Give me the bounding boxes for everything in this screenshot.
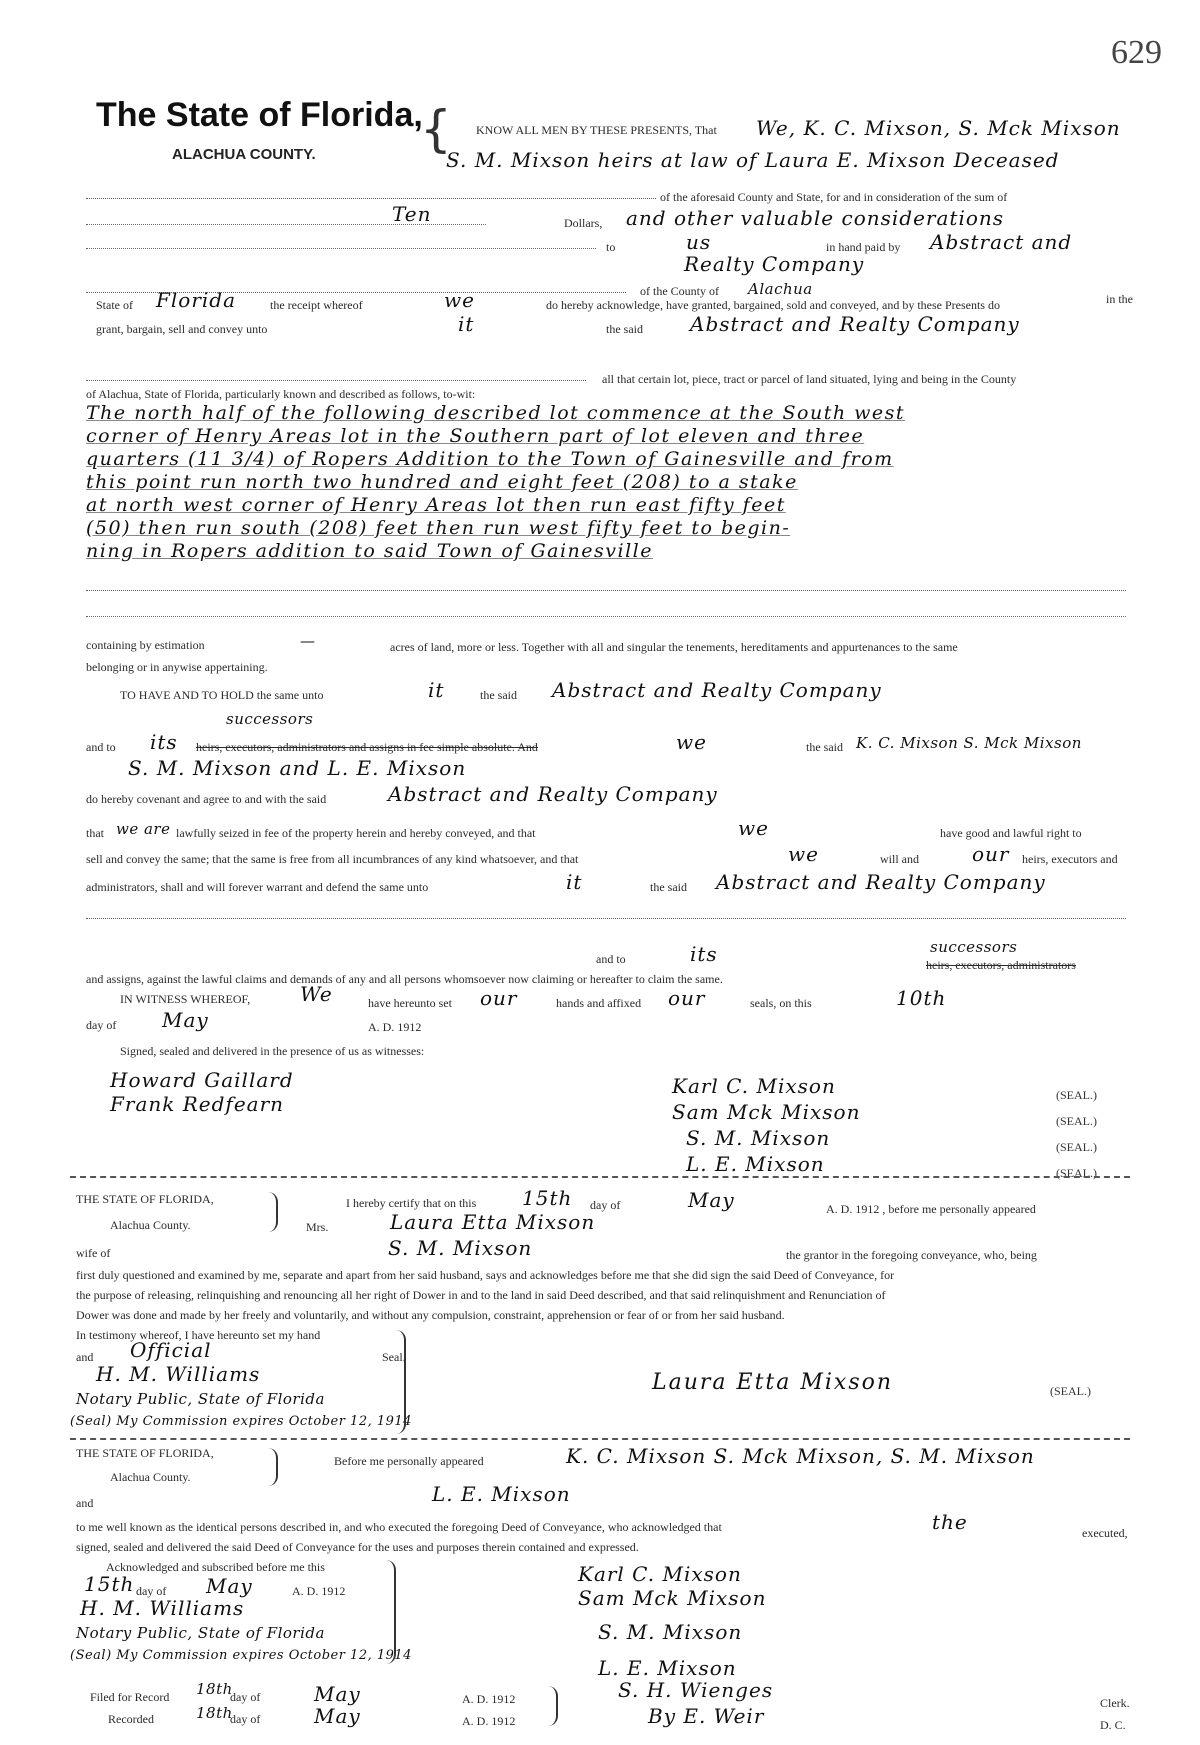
county-value: Alachua bbox=[748, 280, 813, 298]
heirs-exec-text-2: heirs, executors, administrators bbox=[926, 958, 1076, 972]
deputy-signature: By E. Weir bbox=[648, 1704, 765, 1728]
notary-commission: (Seal) My Commission expires October 12, 1914 bbox=[70, 1414, 412, 1429]
the-said-label: the said bbox=[606, 322, 643, 336]
well-known-text: to me well known as the identical persons described in, and who executed the foregoing Deed of Conveyance, who acknowledged that bbox=[76, 1520, 722, 1534]
description-line: at north west corner of Henry Areas lot then run east fifty feet bbox=[86, 494, 786, 516]
section-divider bbox=[70, 1176, 1130, 1178]
signer-4-signature: L. E. Mixson bbox=[686, 1152, 825, 1176]
description-line: ning in Ropers addition to said Town of Gainesville bbox=[86, 540, 653, 562]
clerk-label: Clerk. bbox=[1100, 1696, 1130, 1710]
dower-body-3: Dower was done and made by her freely and voluntarily, and without any compulsion, constraint, apprehension or fear of or from her said husband. bbox=[76, 1308, 785, 1322]
receipt-value: we bbox=[444, 288, 475, 312]
heirs-exec-text: heirs, executors and bbox=[1022, 852, 1118, 866]
dotted-line bbox=[86, 224, 486, 225]
to-label: to bbox=[606, 240, 616, 254]
ack-text: Acknowledged and subscribed before me this bbox=[106, 1560, 325, 1574]
hand-label: hands and affixed bbox=[556, 996, 642, 1010]
dollars-label: Dollars, bbox=[564, 216, 603, 230]
signer-2-signature: Sam Mck Mixson bbox=[672, 1100, 861, 1124]
seal-label-dower: Seal. bbox=[382, 1350, 406, 1364]
ack-day: 15th bbox=[84, 1572, 135, 1596]
certify-month: May bbox=[688, 1188, 735, 1212]
belonging-text: belonging or in anywise appertaining. bbox=[86, 660, 268, 674]
day-of-label: day of bbox=[86, 1018, 117, 1032]
of-alachua-text: of Alachua, State of Florida, particularly known and described as follows, to-wit: bbox=[86, 387, 476, 401]
recorded-day: 18th bbox=[196, 1704, 233, 1722]
sell-value: we bbox=[788, 842, 819, 866]
grantors-line-2: S. M. Mixson heirs at law of Laura E. Mixson Deceased bbox=[446, 148, 1060, 172]
county-title: ALACHUA COUNTY. bbox=[172, 146, 316, 163]
said-names: K. C. Mixson S. Mck Mixson bbox=[856, 734, 1082, 752]
acknowledge-text: do hereby acknowledge, have granted, bargained, sold and conveyed, and by these Presents do bbox=[546, 298, 1000, 312]
description-line: The north half of the following described lot commence at the South west bbox=[86, 402, 906, 424]
description-line: (50) then run south (208) feet then run west fifty feet to begin- bbox=[86, 517, 791, 539]
dotted-line bbox=[86, 380, 586, 381]
covenant-text: do hereby covenant and agree to and with the said bbox=[86, 792, 327, 806]
ack-names-1: K. C. Mixson S. Mck Mixson, S. M. Mixson bbox=[566, 1444, 1035, 1468]
filed-day-of: day of bbox=[230, 1690, 261, 1704]
wife-of-label: wife of bbox=[76, 1246, 111, 1260]
heirs-text: heirs, executors, administrators and assigns in fee simple absolute. And bbox=[196, 740, 538, 754]
ad-label: A. D. 1912 bbox=[368, 1020, 422, 1034]
admin-grantee: Abstract and Realty Company bbox=[716, 870, 1046, 894]
and-to-label: and to bbox=[86, 740, 116, 754]
its-value-2: its bbox=[690, 942, 718, 966]
to-value: us bbox=[686, 230, 712, 254]
dower-ad: A. D. 1912 , before me personally appeared bbox=[826, 1202, 1036, 1216]
recorded-label: Recorded bbox=[108, 1712, 154, 1726]
signer-1-signature: Karl C. Mixson bbox=[672, 1074, 836, 1098]
ack-testimony-brace bbox=[386, 1560, 396, 1664]
all-that-text: all that certain lot, piece, tract or parcel of land situated, lying and being in the County bbox=[602, 372, 1017, 386]
page-number: 629 bbox=[1111, 34, 1162, 71]
grantors-line-1: We, K. C. Mixson, S. Mck Mixson bbox=[756, 116, 1121, 140]
description-line: quarters (11 3/4) of Ropers Addition to the Town of Gainesville and from bbox=[86, 448, 894, 470]
header-brace: { bbox=[420, 100, 452, 158]
filed-label: Filed for Record bbox=[90, 1690, 170, 1704]
official-written: Official bbox=[130, 1338, 212, 1362]
payer-line-1: Abstract and bbox=[930, 230, 1073, 254]
our-value-2: our bbox=[668, 986, 706, 1010]
dotted-line bbox=[86, 590, 1126, 591]
receipt-label: the receipt whereof bbox=[270, 298, 363, 312]
signed-text: Signed, sealed and delivered in the presence of us as witnesses: bbox=[120, 1044, 425, 1058]
the-said-label-3: the said bbox=[650, 880, 687, 894]
notary-title: Notary Public, State of Florida bbox=[76, 1390, 325, 1408]
dotted-line bbox=[86, 248, 596, 249]
dotted-line bbox=[86, 198, 656, 199]
dower-husband: S. M. Mixson bbox=[388, 1236, 533, 1260]
of-county-text: of the aforesaid County and State, for and in consideration of the sum of bbox=[660, 190, 1008, 204]
dower-name: Laura Etta Mixson bbox=[390, 1210, 596, 1234]
section-divider bbox=[70, 1438, 1130, 1440]
dower-county: Alachua County. bbox=[110, 1218, 191, 1232]
recorded-month: May bbox=[314, 1704, 361, 1728]
witness-day: 10th bbox=[896, 986, 947, 1010]
recorded-day-of: day of bbox=[230, 1712, 261, 1726]
seal-mark: (SEAL.) bbox=[1056, 1114, 1097, 1128]
testimony-brace bbox=[396, 1330, 406, 1434]
certify-day: 15th bbox=[522, 1186, 573, 1210]
witness-whereof-label: IN WITNESS WHEREOF, bbox=[120, 992, 251, 1006]
ack-state: THE STATE OF FLORIDA, bbox=[76, 1446, 214, 1460]
dower-body-1: first duly questioned and examined by me, separate and apart from her said husband, says and acknowledges before me that she did sign the said Deed of Conveyance, for bbox=[76, 1268, 895, 1282]
other-consideration: and other valuable considerations bbox=[626, 206, 1005, 230]
grantor-text: the grantor in the foregoing conveyance, who, being bbox=[786, 1248, 1037, 1262]
day-of-label-dower: day of bbox=[590, 1198, 621, 1212]
that-label: that bbox=[86, 826, 104, 840]
successors-written-2: successors bbox=[930, 938, 1018, 956]
notary-name: H. M. Williams bbox=[96, 1362, 261, 1386]
seized-text: lawfully seized in fee of the property herein and hereby conveyed, and that bbox=[176, 826, 536, 840]
set-label: have hereunto set bbox=[368, 996, 452, 1010]
dotted-line bbox=[86, 918, 1126, 919]
ack-brace bbox=[268, 1448, 278, 1486]
ack-signed-text: signed, sealed and delivered the said Deed of Conveyance for the uses and purposes therein contained and expressed. bbox=[76, 1540, 639, 1554]
land-description bbox=[86, 402, 1126, 563]
ack-signer-3: S. M. Mixson bbox=[598, 1620, 743, 1644]
our-value: our bbox=[972, 842, 1010, 866]
dower-signature: Laura Etta Mixson bbox=[652, 1370, 894, 1395]
our-value-1: our bbox=[480, 986, 518, 1010]
filed-day: 18th bbox=[196, 1680, 233, 1698]
ack-notary-title: Notary Public, State of Florida bbox=[76, 1624, 325, 1642]
ack-month: May bbox=[206, 1574, 253, 1598]
and-to-value: its bbox=[150, 730, 178, 754]
and-label-ack: and bbox=[76, 1496, 94, 1510]
grant-value: it bbox=[458, 312, 475, 336]
mrs-label: Mrs. bbox=[306, 1220, 329, 1234]
and-to-label-2: and to bbox=[596, 952, 626, 966]
seal-mark: (SEAL.) bbox=[1056, 1140, 1097, 1154]
she-value: the bbox=[932, 1510, 968, 1534]
certify-label: I hereby certify that on this bbox=[346, 1196, 477, 1210]
dower-body-2: the purpose of releasing, relinquishing and renouncing all her right of Dower in and to the land in said Deed described, and that said relinquishment and Renunciation of bbox=[76, 1288, 886, 1302]
description-line: this point run north two hundred and eight feet (208) to a stake bbox=[86, 471, 798, 493]
will-and-text: will and bbox=[880, 852, 919, 866]
filed-month: May bbox=[314, 1682, 361, 1706]
acres-text: acres of land, more or less. Together with all and singular the tenements, hereditaments and appurtenances to the same bbox=[390, 640, 958, 654]
successors-written: successors bbox=[226, 710, 314, 728]
of-county-label: of the County of bbox=[640, 284, 719, 298]
covenant-grantee: Abstract and Realty Company bbox=[388, 782, 718, 806]
state-of-label: State of bbox=[96, 298, 133, 312]
clerk-signature: S. H. Wienges bbox=[618, 1678, 774, 1702]
the-said-label: the said bbox=[480, 688, 517, 702]
before-me-label: Before me personally appeared bbox=[334, 1454, 484, 1468]
witness-month: May bbox=[162, 1008, 209, 1032]
the-said-label-2: the said bbox=[806, 740, 843, 754]
dc-label: D. C. bbox=[1100, 1718, 1126, 1732]
signer-3-signature: S. M. Mixson bbox=[686, 1126, 831, 1150]
habendum-grantee: Abstract and Realty Company bbox=[552, 678, 882, 702]
dower-brace bbox=[268, 1192, 278, 1232]
witness-1-signature: Howard Gaillard bbox=[110, 1068, 294, 1092]
description-line: corner of Henry Areas lot in the Southern part of lot eleven and three bbox=[86, 425, 865, 447]
amount-written: Ten bbox=[392, 202, 432, 226]
seal-label: seals, on this bbox=[750, 996, 812, 1010]
sell-text: sell and convey the same; that the same is free from all incumbrances of any kind whatsoever, and that bbox=[86, 852, 579, 866]
ack-signer-4: L. E. Mixson bbox=[598, 1656, 737, 1680]
names-line-2: S. M. Mixson and L. E. Mixson bbox=[128, 756, 467, 780]
state-title: The State of Florida, bbox=[96, 96, 423, 134]
know-all-men-text: KNOW ALL MEN BY THESE PRESENTS, That bbox=[476, 123, 717, 137]
acres-value: — bbox=[300, 632, 316, 650]
seal-mark: (SEAL.) bbox=[1056, 1088, 1097, 1102]
grantee-name: Abstract and Realty Company bbox=[690, 312, 1020, 336]
filed-ad: A. D. 1912 bbox=[462, 1692, 516, 1706]
filing-brace bbox=[548, 1686, 558, 1726]
good-right-text: have good and lawful right to bbox=[940, 826, 1082, 840]
to-have-label: TO HAVE AND TO HOLD the same unto bbox=[120, 688, 324, 702]
executed-label: executed, bbox=[1082, 1526, 1128, 1540]
ack-notary-name: H. M. Williams bbox=[80, 1596, 245, 1620]
ack-notary-commission: (Seal) My Commission expires October 12, 1914 bbox=[70, 1648, 412, 1663]
to-have-value: it bbox=[428, 678, 445, 702]
admin-text: administrators, shall and will forever warrant and defend the same unto bbox=[86, 880, 429, 894]
ack-signer-2: Sam Mck Mixson bbox=[578, 1586, 767, 1610]
seal-mark: (SEAL.) bbox=[1056, 1166, 1097, 1180]
ack-county: Alachua County. bbox=[110, 1470, 191, 1484]
that-value: we are bbox=[116, 820, 171, 838]
seized-value: we bbox=[738, 816, 769, 840]
dotted-line bbox=[86, 616, 1126, 617]
seal-mark: (SEAL.) bbox=[1050, 1384, 1091, 1398]
dower-state: THE STATE OF FLORIDA, bbox=[76, 1192, 214, 1206]
ack-signer-1: Karl C. Mixson bbox=[578, 1562, 742, 1586]
witness-2-signature: Frank Redfearn bbox=[110, 1092, 285, 1116]
witness-whereof-value: We bbox=[300, 982, 333, 1006]
testimony-text: In testimony whereof, I have hereunto set my hand bbox=[76, 1328, 321, 1342]
grant-text: grant, bargain, sell and convey unto bbox=[96, 322, 268, 336]
containing-label: containing by estimation bbox=[86, 638, 205, 652]
admin-value: it bbox=[566, 870, 583, 894]
state-of-value: Florida bbox=[156, 288, 236, 312]
ack-ad: A. D. 1912 bbox=[292, 1584, 346, 1598]
in-the-label: in the bbox=[1106, 292, 1133, 306]
recorded-ad: A. D. 1912 bbox=[462, 1714, 516, 1728]
and-label-dower: and bbox=[76, 1350, 94, 1364]
assigns-text: and assigns, against the lawful claims and demands of any and all persons whomsoever now claiming or hereafter to claim the same. bbox=[86, 972, 723, 986]
ack-names-2: L. E. Mixson bbox=[432, 1482, 571, 1506]
day-of-label-ack: day of bbox=[136, 1584, 167, 1598]
in-hand-label: in hand paid by bbox=[826, 240, 901, 254]
and-value: we bbox=[676, 730, 707, 754]
payer-line-2: Realty Company bbox=[684, 252, 865, 276]
